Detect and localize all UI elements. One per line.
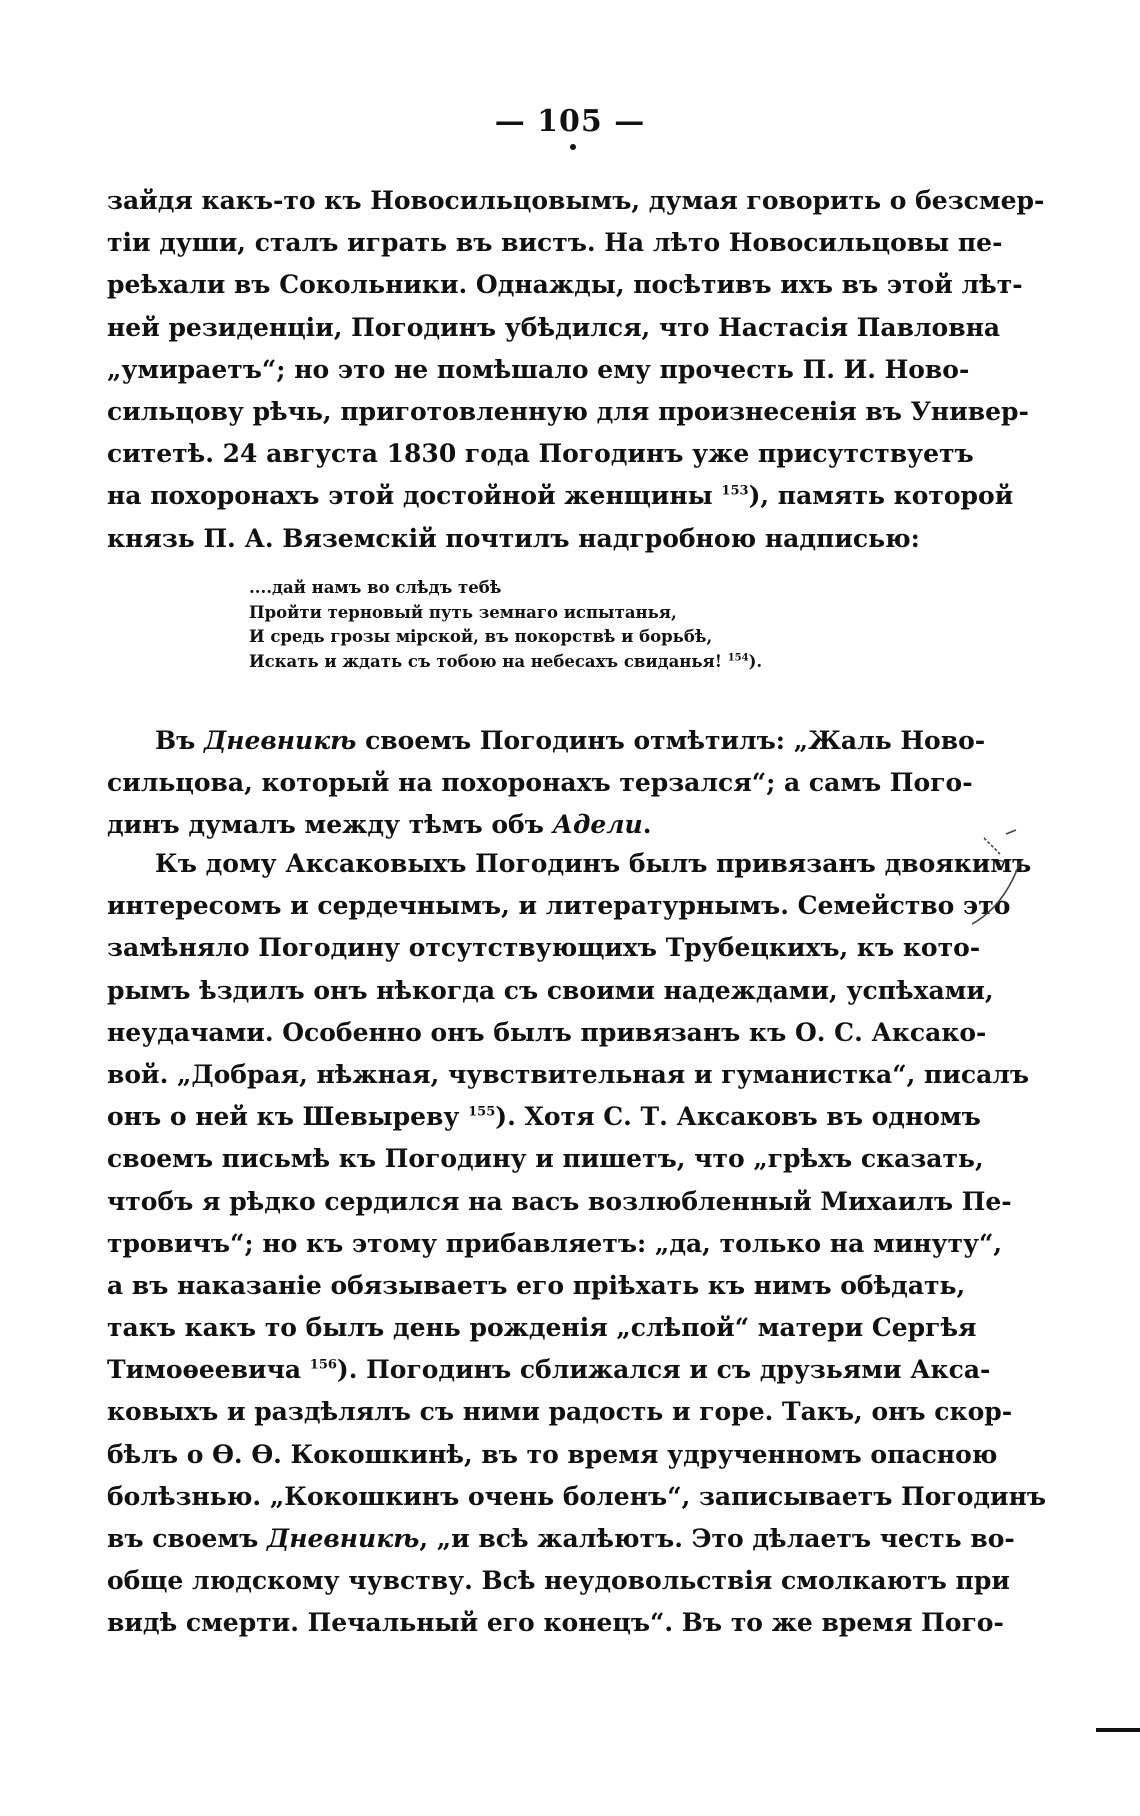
scan-artifact-dash (1096, 1728, 1140, 1732)
text-fragment: , „и всѣ жалѣютъ. Это дѣлаетъ честь во- (419, 1524, 1015, 1553)
text-line: вой. „Добрая, нѣжная, чувствительная и гуманистка“, писалъ (107, 1059, 1030, 1089)
footnote-ref: 153 (721, 483, 749, 499)
poem-line (249, 650, 762, 675)
text-line: князь П. А. Вяземскій почтилъ надгробною надписью: (107, 523, 920, 553)
text-line: Къ дому Аксаковыхъ Погодинъ былъ привязанъ двоякимъ (155, 849, 1032, 878)
text-line: а въ наказаніе обязываетъ его пріѣхать къ нимъ обѣдать, (107, 1270, 966, 1300)
text-line (107, 1096, 981, 1138)
text-line: неудачами. Особенно онъ былъ привязанъ къ О. С. Аксако- (107, 1017, 987, 1047)
text-fragment: своемъ Погодинъ отмѣтилъ: „Жаль Ново- (356, 726, 986, 755)
text-line (107, 720, 986, 762)
text-line: зайдя какъ-то къ Новосильцовымъ, думая говорить о безсмер- (107, 186, 1045, 215)
pencil-margin-mark (970, 820, 1080, 940)
text-line: ней резиденціи, Погодинъ убѣдился, что Настасія Павловна (107, 312, 1001, 342)
text-line: бѣлъ о Ѳ. Ѳ. Кокошкинѣ, въ то время удрученномъ опасною (107, 1439, 998, 1469)
text-line: такъ какъ то былъ день рожденія „слѣпой“ матери Сергѣя (107, 1313, 977, 1343)
page-number: — 105 — (494, 104, 646, 139)
text-line: своемъ письмѣ къ Погодину и пишетъ, что „грѣхъ сказать, (107, 1144, 984, 1174)
text-fragment: въ своемъ (107, 1524, 268, 1553)
italic-title: Дневникѣ (204, 726, 357, 755)
text-line (107, 804, 958, 846)
text-line (107, 1349, 991, 1391)
text-fragment: ). Хотя С. Т. Аксаковъ въ одномъ (495, 1102, 981, 1132)
epitaph-poem (249, 576, 762, 675)
text-fragment: ). (748, 652, 763, 672)
text-line: интересомъ и сердечнымъ, и литературнымъ. Семейство это (107, 891, 1011, 921)
text-fragment: Тимоѳеевича (107, 1355, 310, 1385)
italic-title: Дневникѣ (267, 1524, 420, 1553)
text-line (107, 1518, 1015, 1560)
text-line: видѣ смерти. Печальный его конецъ“. Въ то же время Пого- (107, 1608, 1004, 1638)
text-line: чтобъ я рѣдко сердился на васъ возлюбленный Михаилъ Пе- (107, 1186, 1012, 1216)
page-dot (570, 144, 576, 150)
text-fragment: ). Погодинъ сближался и съ друзьями Акса- (336, 1355, 991, 1385)
text-fragment: онъ о ней къ Шевыреву (107, 1102, 469, 1132)
text-fragment: Искать и ждать съ тобою на небесахъ свиданья! (249, 652, 728, 672)
poem-line: И средь грозы мірской, въ покорствѣ и борьбѣ, (249, 627, 713, 647)
text-line: реѣхали въ Сокольники. Однажды, посѣтивъ ихъ въ этой лѣт- (107, 270, 1023, 300)
text-line: рымъ ѣздилъ онъ нѣкогда съ своими надеждами, успѣхами, (107, 975, 994, 1005)
text-line (107, 475, 1014, 517)
text-line: тіи души, сталъ играть въ вистъ. На лѣто Новосильцовы пе- (107, 228, 1003, 258)
text-line: болѣзнью. „Кокошкинъ очень боленъ“, записываетъ Погодинъ (107, 1481, 1047, 1511)
text-fragment: динъ думалъ между тѣмъ объ (107, 810, 553, 840)
paragraph-3 (107, 843, 1047, 1645)
italic-name: Адели (552, 810, 643, 840)
paragraph-2 (107, 720, 986, 847)
poem-line: Пройти терновый путь земнаго испытанья, (249, 602, 677, 622)
text-line: обще людскому чувству. Всѣ неудовольствія смолкаютъ при (107, 1566, 1010, 1596)
text-line: ситетѣ. 24 августа 1830 года Погодинъ уже присутствуетъ (107, 439, 974, 469)
paragraph-1 (107, 180, 1045, 560)
text-fragment: ), память которой (748, 481, 1014, 511)
text-line: ковыхъ и раздѣлялъ съ ними радость и горе. Такъ, онъ скор- (107, 1397, 1013, 1427)
text-fragment: Въ (155, 726, 205, 755)
text-line: замѣняло Погодину отсутствующихъ Трубецкихъ, къ кото- (107, 933, 981, 963)
text-fragment: на похоронахъ этой достойной женщины (107, 481, 722, 511)
text-line: сильцова, который на похоронахъ терзался“; а самъ Пого- (107, 768, 973, 798)
text-fragment: . (642, 810, 652, 840)
text-line: сильцову рѣчь, приготовленную для произнесенія въ Универ- (107, 396, 1029, 426)
text-line: тровичъ“; но къ этому прибавляетъ: „да, только на минуту“, (107, 1228, 1003, 1258)
poem-line: ....дай намъ во слѣдъ тебѣ (249, 578, 502, 597)
footnote-ref: 154 (727, 652, 749, 664)
footnote-ref: 155 (468, 1104, 496, 1120)
text-line: „умираетъ“; но это не помѣшало ему прочесть П. И. Ново- (107, 354, 970, 384)
footnote-ref: 156 (309, 1357, 337, 1373)
